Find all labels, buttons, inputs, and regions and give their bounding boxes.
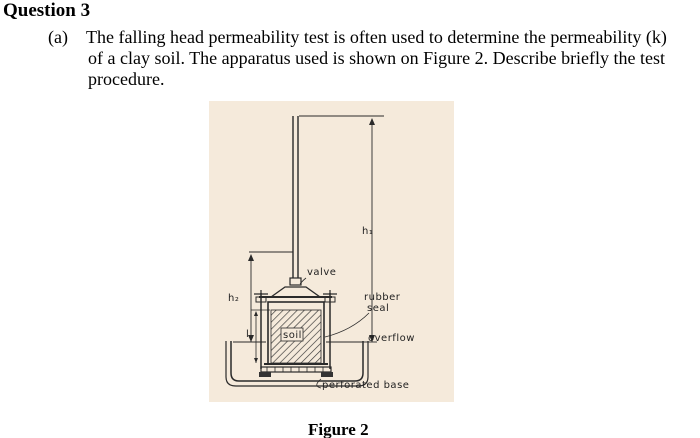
question-heading: Question 3 [3, 0, 91, 21]
h2-label: h₂ [228, 293, 240, 304]
h1-label: h₁ [362, 226, 374, 237]
question-line-1: The falling head permeability test is often used to determine the permeability (k) [86, 27, 667, 47]
rubber-seal-label-line2: seal [367, 303, 390, 314]
perforated-base [259, 367, 409, 391]
question-line-3: procedure. [88, 69, 165, 89]
standpipe [293, 116, 298, 278]
l-label: l [246, 329, 250, 340]
soil-label: soil [283, 330, 302, 341]
valve-label: valve [307, 267, 337, 278]
overflow-label: overflow [368, 333, 415, 344]
permeameter-cylinder [264, 302, 328, 364]
question-text [88, 27, 698, 90]
falling-head-apparatus-diagram [209, 101, 454, 402]
rubber-seal-label-line1: rubber [364, 292, 401, 303]
perforated-base-label: perforated base [322, 380, 410, 391]
figure-caption: Figure 2 [308, 420, 369, 438]
question-line-2: of a clay soil. The apparatus used is shown on Figure 2. Describe briefly the test [88, 48, 666, 68]
rubber-seal [325, 292, 401, 337]
part-marker: (a) [48, 27, 68, 47]
apparatus-figure [209, 101, 454, 402]
